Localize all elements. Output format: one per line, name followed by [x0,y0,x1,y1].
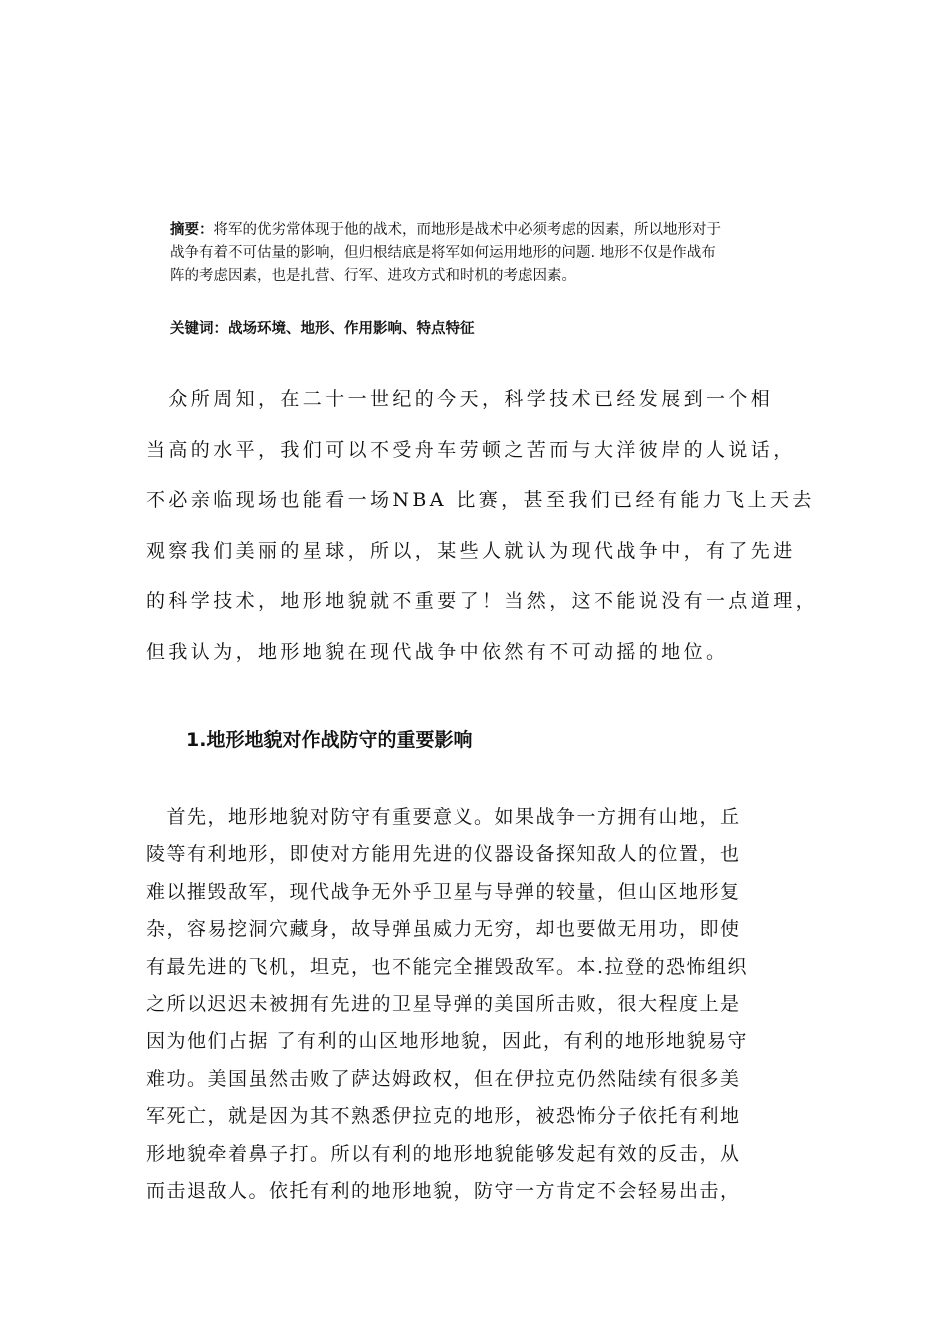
section-heading: 1.地形地貌对作战防守的重要影响 [186,729,473,751]
intro-line: 但我认为，地形地貌在现代战争中依然有不可动摇的地位。 [146,640,729,663]
body-line: 而击退敌人。依托有利的地形地貌，防守一方肯定不会轻易出击， [146,1180,741,1203]
keywords: 关键词：战场环境、地形、作用影响、特点特征 [170,321,475,337]
intro-line: 观察我们美丽的星球，所以，某些人就认为现代战争中，有了先进 [146,539,796,562]
abstract-label: 摘要： [170,222,214,238]
intro-paragraph [146,374,826,677]
body-line: 军死亡，就是因为其不熟悉伊拉克的地形，被恐怖分子依托有利地 [146,1105,741,1128]
body-line: 首先，地形地貌对防守有重要意义。如果战争一方拥有山地，丘 [146,806,741,828]
abstract-line: 将军的优劣常体现于他的战术，而地形是战术中必须考虑的因素，所以地形对于 [213,222,721,238]
body-line: 难功。美国虽然击败了萨达姆政权，但在伊拉克仍然陆续有很多美 [146,1067,741,1090]
abstract-line: 阵的考虑因素，也是扎营、行军、进攻方式和时机的考虑因素。 [170,268,576,284]
body-line: 陵等有利地形，即使对方能用先进的仪器设备探知敌人的位置，也 [146,843,741,866]
intro-line: 不必亲临现场也能看一场NBA 比赛，甚至我们已经有能力飞上天去 [146,489,815,511]
abstract-line: 战争有着不可估量的影响，但归根结底是将军如何运用地形的问题. 地形不仅是作战布 [170,245,716,261]
body-line: 杂，容易挖洞穴藏身，故导弹虽威力无穷，却也要做无用功，即使 [146,918,741,941]
abstract-block [170,219,820,288]
body-line: 形地貌牵着鼻子打。所以有利的地形地貌能够发起有效的反击，从 [146,1142,741,1165]
intro-line: 的科学技术，地形地貌就不重要了！当然，这不能说没有一点道理， [146,590,819,612]
intro-line: 当高的水平，我们可以不受舟车劳顿之苦而与大洋彼岸的人说话， [146,438,796,461]
body-line: 有最先进的飞机，坦克，也不能完全摧毁敌军。本.拉登的恐怖组织 [146,955,749,978]
body-line: 因为他们占据 了有利的山区地形地貌，因此，有利的地形地貌易守 [146,1030,749,1053]
body-line: 之所以迟迟未被拥有先进的卫星导弹的美国所击败，很大程度上是 [146,993,741,1016]
intro-line: 众所周知，在二十一世纪的今天，科学技术已经发展到一个相 [146,388,774,410]
body-paragraph [146,799,826,1210]
body-line: 难以摧毁敌军，现代战争无外乎卫星与导弹的较量，但山区地形复 [146,880,741,903]
